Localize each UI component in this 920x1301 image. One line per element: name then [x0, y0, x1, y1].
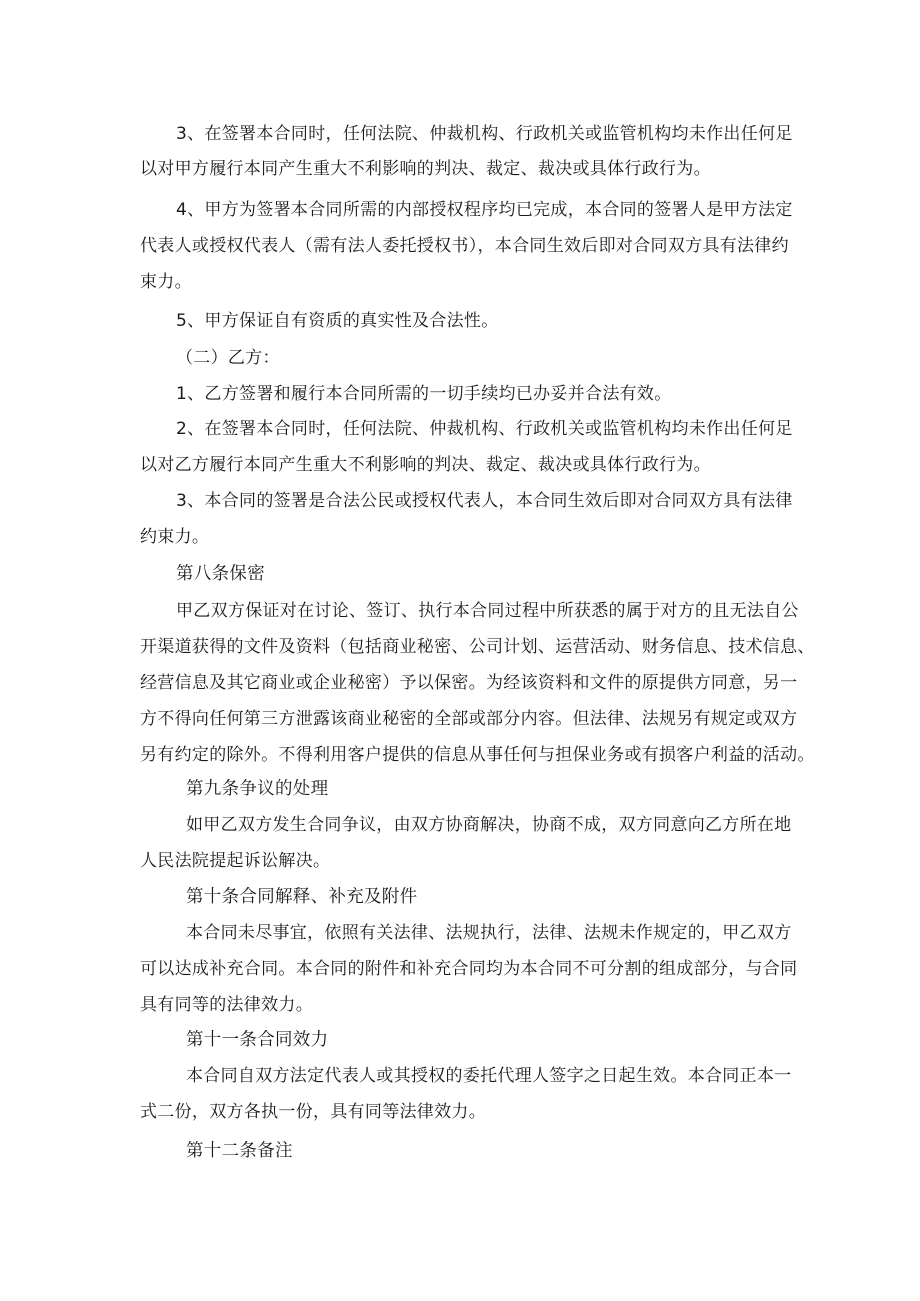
article-heading: 第十一条合同效力: [186, 1030, 329, 1050]
paragraph-line: 本合同未尽事宜，依照有关法律、法规执行，法律、法规未作规定的，甲乙双方: [186, 923, 792, 943]
paragraph-line: 本合同自双方法定代表人或其授权的委托代理人签字之日起生效。本合同正本一: [186, 1066, 792, 1086]
paragraph-line: 3、在签署本合同时，任何法院、仲裁机构、行政机关或监管机构均未作出任何足: [176, 124, 793, 144]
paragraph-line: 如甲乙双方发生合同争议，由双方协商解决，协商不成，双方同意向乙方所在地: [186, 815, 792, 835]
article-heading: 第十二条备注: [186, 1141, 293, 1161]
paragraph-line: 2、在签署本合同时，任何法院、仲裁机构、行政机关或监管机构均未作出任何足: [176, 419, 793, 439]
paragraph-line: 约束力。: [140, 527, 210, 547]
section-heading: （二）乙方：: [176, 348, 280, 368]
paragraph-line: 可以达成补充合同。本合同的附件和补充合同均为本合同不可分割的组成部分，与合同: [140, 959, 798, 979]
paragraph-line: 式二份，双方各执一份，具有同等法律效力。: [140, 1102, 486, 1122]
article-heading: 第八条保密: [176, 564, 265, 584]
paragraph-line: 束力。: [140, 272, 192, 292]
paragraph-line: 1、乙方签署和履行本合同所需的一切手续均已办妥并合法有效。: [176, 384, 672, 404]
paragraph-line: 以对乙方履行本同产生重大不利影响的判决、裁定、裁决或具体行政行为。: [140, 455, 711, 475]
paragraph-line: 4、甲方为签署本合同所需的内部授权程序均已完成，本合同的签署人是甲方法定: [176, 200, 793, 220]
paragraph-line: 5、甲方保证自有资质的真实性及合法性。: [176, 311, 499, 331]
paragraph-line: 甲乙双方保证对在讨论、签订、执行本合同过程中所获悉的属于对方的且无法自公: [176, 601, 799, 621]
paragraph-line: 经营信息及其它商业或企业秘密）予以保密。为经该资料和文件的原提供方同意，另一: [140, 673, 798, 693]
paragraph-line: 另有约定的除外。不得利用客户提供的信息从事任何与担保业务或有损客户利益的活动。: [140, 745, 815, 765]
article-heading: 第九条争议的处理: [186, 779, 329, 799]
paragraph-line: 以对甲方履行本同产生重大不利影响的判决、裁定、裁决或具体行政行为。: [140, 159, 711, 179]
paragraph-line: 3、本合同的签署是合法公民或授权代表人，本合同生效后即对合同双方具有法律: [176, 491, 793, 511]
paragraph-line: 具有同等的法律效力。: [140, 995, 313, 1015]
paragraph-line: 人民法院提起诉讼解决。: [140, 851, 331, 871]
paragraph-line: 开渠道获得的文件及资料（包括商业秘密、公司计划、运营活动、财务信息、技术信息、: [140, 637, 815, 657]
paragraph-line: 代表人或授权代表人（需有法人委托授权书），本合同生效后即对合同双方具有法律约: [140, 236, 789, 256]
article-heading: 第十条合同解释、补充及附件: [186, 887, 418, 907]
paragraph-line: 方不得向任何第三方泄露该商业秘密的全部或部分内容。但法律、法规另有规定或双方: [140, 709, 798, 729]
